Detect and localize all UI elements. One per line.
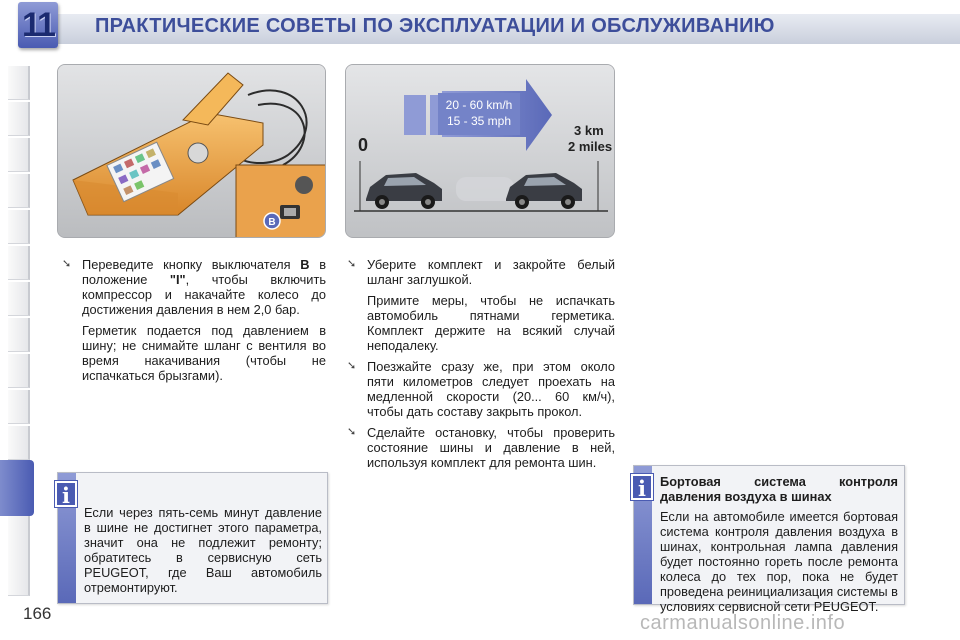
chapter-tab[interactable] bbox=[8, 390, 30, 424]
chapter-number: 11 bbox=[22, 6, 54, 44]
speed-mph-label: 15 - 35 mph bbox=[446, 114, 512, 128]
distance-start-label: 0 bbox=[358, 135, 369, 155]
instructions-column-2 bbox=[345, 257, 615, 476]
step-switch-compressor bbox=[60, 257, 326, 317]
chapter-tab[interactable] bbox=[8, 426, 30, 460]
chapter-tab[interactable] bbox=[8, 246, 30, 280]
step-check-pressure: ➘ Сделайте остановку, чтобы проверить состояние шины и давление в ней, используя комплект для ремонта шин. bbox=[345, 425, 615, 470]
info-box-pressure bbox=[57, 472, 328, 604]
repair-kit-illustration bbox=[57, 64, 326, 238]
chapter-tab[interactable] bbox=[8, 318, 30, 352]
drive-distance-diagram bbox=[345, 64, 615, 238]
sealant-note: Герметик подается под давлением в шину; не снимайте шланг с вентиля во время накачивания (чтобы не испачкаться брызгами). bbox=[82, 323, 326, 383]
info-text: Если через пять-семь минут давление в шине не достигнет этого параметра, значит она не подлежит ремонту; обратитесь в сервисную сеть PEUGEOT, где Ваш автомобиль отремонтируют. bbox=[84, 505, 322, 595]
step-remove-kit: ➘ Уберите комплект и закройте белый шланг заглушкой. bbox=[345, 257, 615, 287]
info-icon: i bbox=[631, 474, 653, 500]
chapter-tab[interactable] bbox=[8, 210, 30, 244]
info-icon: i bbox=[55, 481, 77, 507]
chapter-tab[interactable] bbox=[8, 102, 30, 136]
chapter-badge bbox=[18, 2, 58, 48]
page-header bbox=[0, 0, 960, 56]
step-text: , чтобы включить компрессор и накачайте колесо до достижения давления в нем 2,0 бар. bbox=[82, 272, 326, 317]
chapter-tab[interactable] bbox=[8, 354, 30, 388]
switch-label-b: B bbox=[300, 257, 310, 272]
chapter-tab[interactable] bbox=[8, 516, 30, 596]
step-text: Переведите кнопку выключателя bbox=[82, 257, 301, 272]
info-title: Бортовая система контроля давления воздуха в шинах bbox=[660, 474, 898, 504]
stain-warning: Примите меры, чтобы не испачкать автомобиль пятнами герметика. Комплект держите на всякий случай неподалеку. bbox=[367, 293, 615, 353]
step-drive-slowly: ➘ Поезжайте сразу же, при этом около пяти километров следует проехать на медленной скорости (20... 60 км/ч), чтобы дать составу закрыть прокол. bbox=[345, 359, 615, 419]
chapter-tab[interactable] bbox=[8, 138, 30, 172]
callout-b-label: B bbox=[268, 217, 276, 228]
chapter-tab-active[interactable] bbox=[0, 460, 34, 516]
chapter-tab[interactable] bbox=[8, 174, 30, 208]
speed-kmh-label: 20 - 60 km/h bbox=[445, 98, 513, 112]
distance-miles-label: 2 miles bbox=[568, 139, 613, 154]
distance-km-label: 3 km bbox=[574, 123, 604, 138]
watermark: carmanualsonline.info bbox=[640, 612, 846, 634]
info-text: Если на автомобиле имеется бортовая система контроля давления воздуха в шинах, контрольная лампа давления будет постоянно гореть после ремонта колеса до тех пор, пока не будет проведена реинициализация системы в условиях сервисной сети PEUGEOT. bbox=[660, 509, 898, 614]
step-text: в положение bbox=[82, 257, 326, 287]
page-title: ПРАКТИЧЕСКИЕ СОВЕТЫ ПО ЭКСПЛУАТАЦИИ И ОБСЛУЖИВАНИЮ bbox=[95, 15, 775, 37]
switch-position-label: "I" bbox=[169, 272, 186, 287]
page-number: 166 bbox=[23, 604, 52, 623]
info-content bbox=[660, 474, 898, 614]
chapter-tab[interactable] bbox=[8, 282, 30, 316]
drive-distance-drawing bbox=[346, 65, 615, 238]
repair-kit-drawing bbox=[58, 65, 326, 238]
chapter-tab[interactable] bbox=[8, 66, 30, 100]
chapter-tabs bbox=[0, 60, 34, 580]
instructions-column-1 bbox=[60, 257, 326, 389]
info-box-tpms bbox=[633, 465, 905, 614]
